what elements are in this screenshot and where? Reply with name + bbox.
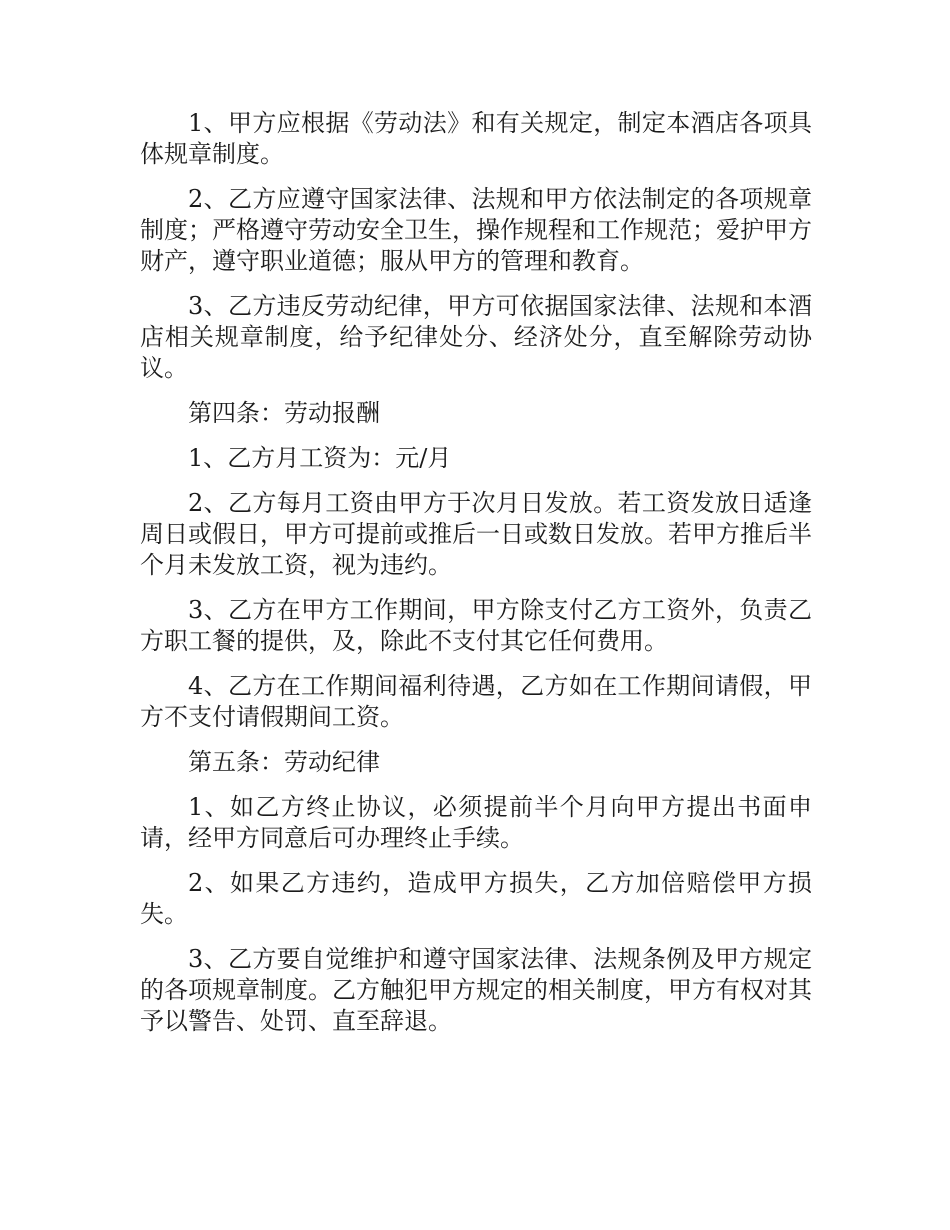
document-body [140,108,812,1051]
clause-paragraph: 2、乙方每月工资由甲方于次月日发放。若工资发放日适逢周日或假日，甲方可提前或推后一日或数日发放。若甲方推后半个月未发放工资，视为违约。 [140,489,812,579]
clause-paragraph: 2、乙方应遵守国家法律、法规和甲方依法制定的各项规章制度；严格遵守劳动安全卫生，操作规程和工作规范；爱护甲方财产，遵守职业道德；服从甲方的管理和教育。 [140,185,812,275]
clause-paragraph: 4、乙方在工作期间福利待遇，乙方如在工作期间请假，甲方不支付请假期间工资。 [140,672,812,731]
clause-paragraph: 3、乙方要自觉维护和遵守国家法律、法规条例及甲方规定的各项规章制度。乙方触犯甲方规定的相关制度，甲方有权对其予以警告、处罚、直至辞退。 [140,945,812,1035]
clause-paragraph: 3、乙方在甲方工作期间，甲方除支付乙方工资外，负责乙方职工餐的提供，及，除此不支付其它任何费用。 [140,596,812,655]
section-heading: 第五条：劳动纪律 [188,748,380,776]
clause-paragraph: 1、乙方月工资为：元/月 [188,444,452,472]
clause-paragraph: 2、如果乙方违约，造成甲方损失，乙方加倍赔偿甲方损失。 [140,869,812,928]
clause-paragraph: 3、乙方违反劳动纪律，甲方可依据国家法律、法规和本酒店相关规章制度，给予纪律处分、经济处分，直至解除劳动协议。 [140,292,812,382]
clause-paragraph: 1、甲方应根据《劳动法》和有关规定，制定本酒店各项具体规章制度。 [140,109,812,168]
section-heading: 第四条：劳动报酬 [188,399,380,427]
clause-paragraph: 1、如乙方终止协议，必须提前半个月向甲方提出书面申请，经甲方同意后可办理终止手续。 [140,793,812,852]
